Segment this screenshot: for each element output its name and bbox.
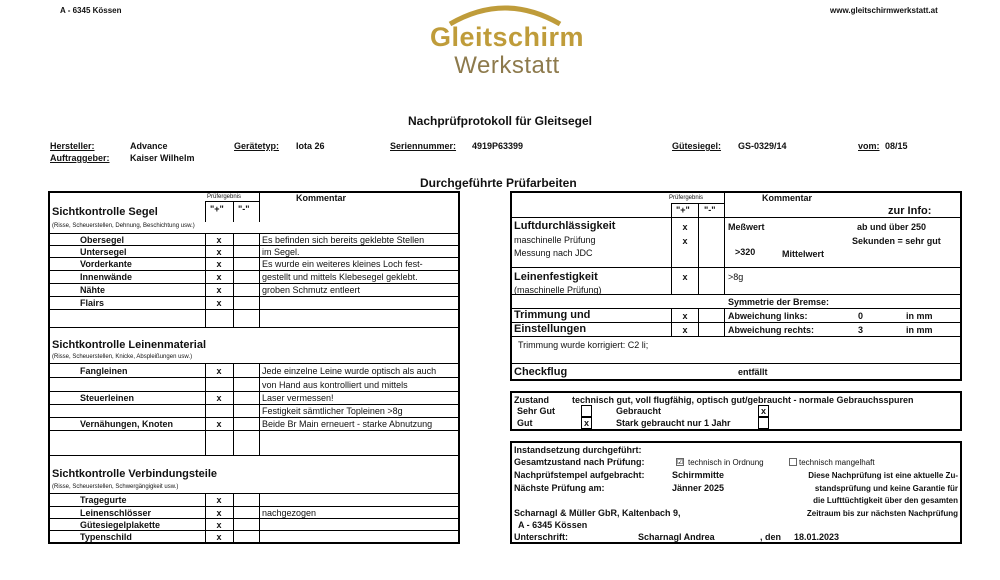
hersteller-label: Hersteller: [50, 141, 95, 151]
leinen-item-comment: Jede einzelne Leine wurde optisch als auch [262, 366, 437, 376]
segel-item-mark: x [216, 298, 222, 308]
segel-item-comment: Es wurde ein weiteres kleines Loch fest- [262, 259, 423, 269]
checkflug-title: Checkflug [514, 366, 568, 378]
festigkeit-title: Leinenfestigkeit [514, 271, 598, 283]
sehr-gut-checkbox[interactable] [581, 405, 592, 417]
zustand-label: Zustand [514, 395, 549, 405]
verbindung-subtitle: (Risse, Scheuerstellen, Schwergängigkeit usw.) [52, 484, 179, 490]
verbindung-item-label: Tragegurte [80, 495, 127, 505]
segel-item-mark: x [216, 247, 222, 257]
segel-item-comment: Es befinden sich bereits geklebte Stellen [262, 235, 425, 245]
naechste-pruefung-label: Nächste Prüfung am: [514, 483, 605, 493]
festigkeit-sub: (maschinelle Prüfung) [514, 285, 602, 295]
gebraucht-label: Gebraucht [616, 406, 662, 416]
left-pruefergebnis-header: Prüfergebnis [207, 194, 242, 200]
auftraggeber-value: Kaiser Wilhelm [130, 153, 195, 163]
symmetrie-label: Symmetrie der Bremse: [728, 297, 830, 307]
segel-item-label: Nähte [80, 285, 106, 295]
company-website: www.gleitschirmwerkstatt.at [830, 6, 938, 15]
leinen-item-comment: Beide Br Main erneuert - starke Abnutzung [262, 419, 433, 429]
logo-text-gleitschirm: Gleitschirm [429, 22, 585, 52]
naechste-pruefung-value: Jänner 2025 [672, 483, 725, 493]
left-kommentar-header: Kommentar [296, 193, 347, 203]
technisch-ok-label: technisch in Ordnung [688, 458, 764, 467]
leinen-item-label: Fangleinen [80, 366, 128, 376]
zustand-description: technisch gut, voll flugfähig, optisch gut/gebraucht - normale Gebrauchsspuren [572, 395, 914, 405]
checkflug-value: entfällt [738, 367, 768, 377]
right-plus-header: "+" [676, 205, 690, 215]
verbindung-item-mark: x [216, 508, 222, 518]
left-minus-header: "-" [238, 204, 250, 214]
zur-info-label: zur Info: [888, 205, 932, 217]
logo-text-werkstatt: Werkstatt [454, 52, 560, 79]
verbindung-item-label: Gütesiegelplakette [80, 520, 161, 530]
gebraucht-checkbox[interactable]: x [758, 405, 769, 417]
verbindung-item-mark: x [216, 532, 222, 542]
leinen-item-comment: Festigkeit sämtlicher Topleinen >8g [262, 406, 403, 416]
verbindung-item-mark: x [216, 520, 222, 530]
verbindung-item-label: Typenschild [80, 532, 132, 542]
firma-line-1: Scharnagl & Müller GbR, Kaltenbach 9, [514, 508, 681, 518]
segel-item-comment: im Segel. [262, 247, 300, 257]
leinen-subtitle: (Risse, Scheuerstellen, Knicke, Abspleißungen usw.) [52, 354, 193, 360]
segel-title: Sichtkontrolle Segel [52, 206, 158, 218]
abweichung-links-label: Abweichung links: [728, 311, 808, 321]
segel-item-mark: x [216, 272, 222, 282]
leinen-item-mark: x [216, 366, 222, 376]
segel-item-label: Vorderkante [80, 259, 132, 269]
nachpruefstempel-label: Nachprüfstempel aufgebracht: [514, 470, 645, 480]
left-plus-header: "+" [210, 204, 224, 214]
segel-item-label: Untersegel [80, 247, 127, 257]
verbindung-item-mark: x [216, 495, 222, 505]
luft-info1: ab und über 250 [857, 222, 927, 232]
trimmung-mark: x [682, 325, 688, 335]
guetesiegel-label: Gütesiegel: [672, 141, 722, 151]
luft-sub2: Messung nach JDC [514, 248, 593, 258]
seriennummer-value: 4919P63399 [472, 141, 524, 151]
segel-subtitle: (Risse, Scheuerstellen, Dehnung, Beschichtung usw.) [52, 223, 195, 229]
verbindung-item-comment: nachgezogen [262, 508, 317, 518]
segel-item-label: Innenwände [80, 272, 133, 282]
festigkeit-value: >8g [728, 272, 744, 282]
company-address: A - 6345 Kössen [60, 6, 122, 15]
technisch-ok-checkbox[interactable]: ☑ [677, 459, 684, 466]
leinen-title: Sichtkontrolle Leinenmaterial [52, 339, 207, 351]
segel-item-mark: x [216, 285, 222, 295]
seriennummer-label: Seriennummer: [390, 141, 457, 151]
leinen-item-label: Steuerleinen [80, 393, 135, 403]
abweichung-links-value: 0 [858, 311, 864, 321]
abweichung-links-unit: in mm [906, 311, 933, 321]
segel-item-mark: x [216, 259, 222, 269]
auftraggeber-label: Auftraggeber: [50, 153, 110, 163]
stark-gebraucht-label: Stark gebraucht nur 1 Jahr [616, 418, 731, 428]
abweichung-rechts-label: Abweichung rechts: [728, 325, 815, 335]
messwert-value: >320 [735, 247, 756, 257]
firma-line-2: A - 6345 Kössen [518, 520, 588, 530]
unterschrift-label: Unterschrift: [514, 532, 569, 542]
abweichung-rechts-value: 3 [858, 325, 864, 335]
right-minus-header: "-" [704, 205, 716, 215]
gut-checkbox[interactable]: x [581, 417, 592, 429]
document-title: Nachprüfprotokoll für Gleitsegel [407, 114, 593, 128]
hersteller-value: Advance [130, 141, 168, 151]
abweichung-rechts-unit: in mm [906, 325, 933, 335]
segel-item-label: Flairs [80, 298, 105, 308]
datum-value: 18.01.2023 [794, 532, 840, 542]
trimmung-note: Trimmung wurde korrigiert: C2 li; [518, 340, 649, 350]
unterschrift-value: Scharnagl Andrea [638, 532, 715, 542]
section-title: Durchgeführte Prüfarbeiten [420, 176, 577, 190]
leinen-item-comment: von Hand aus kontrolliert und mittels [262, 380, 408, 390]
gesamtzustand-label: Gesamtzustand nach Prüfung: [514, 457, 645, 467]
leinen-item-label: Vernähungen, Knoten [80, 419, 174, 429]
leinen-item-comment: Laser vermessen! [262, 393, 334, 403]
luft-mark: x [682, 222, 688, 232]
luft-info2: Sekunden = sehr gut [852, 236, 941, 246]
trimmung-title-1: Trimmung und [514, 309, 591, 321]
mittelwert-label: Mittelwert [782, 249, 825, 259]
verbindung-item-label: Leinenschlösser [80, 508, 152, 518]
stark-gebraucht-checkbox[interactable] [758, 417, 769, 429]
messwert-label: Meßwert [728, 222, 765, 232]
segel-item-comment: gestellt und mittels Klebesegel geklebt. [262, 272, 418, 282]
gut-label: Gut [517, 418, 533, 428]
den-label: , den [760, 532, 782, 542]
leinen-item-mark: x [216, 393, 222, 403]
technisch-mangelhaft-checkbox[interactable] [789, 458, 797, 466]
festigkeit-mark: x [682, 272, 688, 282]
technisch-mangelhaft-label: technisch mangelhaft [799, 458, 875, 467]
sehr-gut-label: Sehr Gut [517, 406, 556, 416]
guetesiegel-value: GS-0329/14 [738, 141, 787, 151]
vom-label: vom: [858, 141, 880, 151]
segel-item-comment: groben Schmutz entleert [262, 285, 361, 295]
disclaimer-line: Diese Nachprüfung ist eine aktuelle Zu- [808, 471, 958, 480]
right-pruefergebnis-header: Prüfergebnis [669, 195, 704, 201]
right-kommentar-header: Kommentar [762, 193, 813, 203]
leinen-item-mark: x [216, 419, 222, 429]
trimmung-mark: x [682, 311, 688, 321]
instandsetzung-title: Instandsetzung durchgeführt: [514, 445, 642, 455]
disclaimer-text [800, 470, 958, 520]
segel-item-mark: x [216, 235, 222, 245]
disclaimer-line: standsprüfung und keine Garantie für [814, 483, 958, 493]
geraetetyp-label: Gerätetyp: [234, 141, 280, 151]
trimmung-title-2: Einstellungen [514, 323, 587, 335]
verbindung-title: Sichtkontrolle Verbindungsteile [52, 468, 218, 480]
luft-sub1: maschinelle Prüfung [514, 235, 596, 245]
vom-value: 08/15 [885, 141, 908, 151]
segel-item-label: Obersegel [80, 235, 125, 245]
geraetetyp-value: Iota 26 [296, 141, 325, 151]
nachpruefstempel-value: Schirmmitte [672, 470, 725, 480]
luft-title: Luftdurchlässigkeit [514, 220, 616, 232]
luft-mark: x [682, 236, 688, 246]
disclaimer-line: Zeitraum bis zur nächsten Nachprüfung [806, 508, 958, 518]
disclaimer-line: die Lufttüchtigkeit über den gesamten [813, 496, 958, 505]
